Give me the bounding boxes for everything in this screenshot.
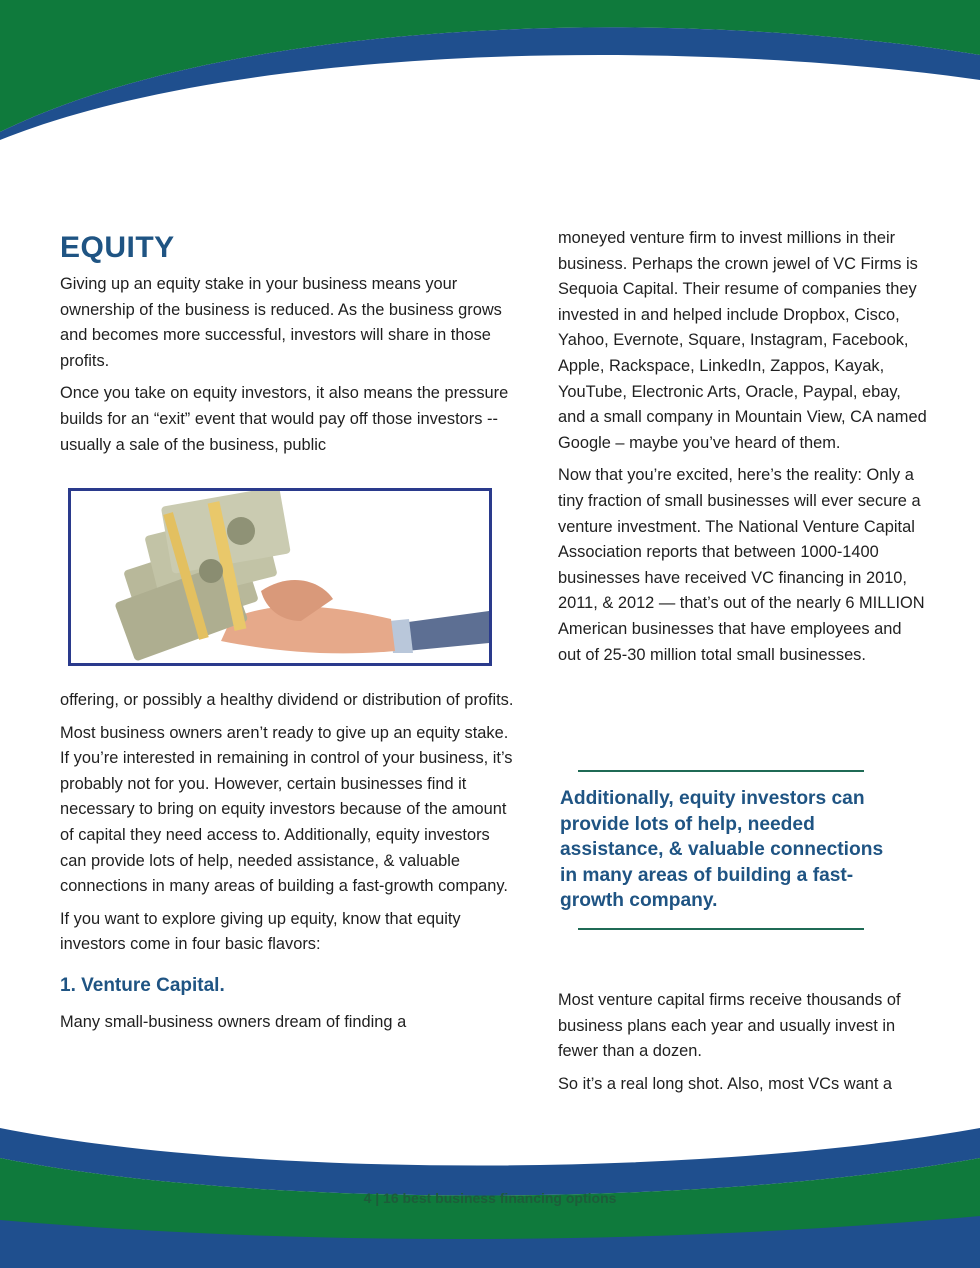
pull-quote-text: Additionally, equity investors can provide lots of help, needed assistance, & valuable connections in many areas of building a fast-growth company. <box>560 788 884 912</box>
paragraph: Once you take on equity investors, it also means the pressure builds for an “exit” event that would pay off those investors -- usually a sale of the business, public <box>60 384 509 454</box>
paragraph: If you want to explore giving up equity, know that equity investors come in four basic flavors: <box>60 909 461 954</box>
paragraph: Most venture capital firms receive thousands of business plans each year and usually invest in fewer than a dozen. <box>558 991 901 1061</box>
paragraph: Most business owners aren’t ready to give up an equity stake. If you’re interested in remaining in control of your business, it’s probably not for you. However, certain businesses find it necessary to bring on equity investors because of the amount of capital they need access to. Additionally, equity investors can provide lots of help, needed assistance, & valuable connections in many areas of building a fast-growth company. <box>60 723 513 896</box>
paragraph: Giving up an equity stake in your business means your ownership of the business is reduced. As the business grows and becomes more successful, investors will share in those profits. <box>60 275 502 370</box>
page-footer: 4 | 16 best business financing options <box>363 1190 617 1206</box>
subheading-venture-capital: 1. Venture Capital. <box>60 974 225 996</box>
divider <box>578 928 864 930</box>
right-column-lower <box>558 988 928 1104</box>
paragraph: moneyed venture firm to invest millions in their business. Perhaps the crown jewel of VC Firms is Sequoia Capital. Their resume of companies they invested in and helped include Dropbox, Cisco, Yahoo, Evernote, Square, Instagram, Facebook, Apple, Rackspace, LinkedIn, Zappos, Kayak, YouTube, Electronic Arts, Oracle, Paypal, ebay, and a small company in Mountain View, CA named Google – maybe you’ve heard of them. <box>558 229 927 452</box>
money-hand-photo <box>68 488 492 666</box>
pull-quote <box>560 770 884 930</box>
header-wave-decoration <box>0 0 980 140</box>
left-column <box>60 272 518 465</box>
paragraph: So it’s a real long shot. Also, most VCs want a <box>558 1074 893 1093</box>
left-column-lower <box>60 688 518 1036</box>
page-title: EQUITY <box>60 231 175 264</box>
divider <box>578 770 864 772</box>
paragraph: offering, or possibly a healthy dividend or distribution of profits. <box>60 691 514 709</box>
paragraph: Now that you’re excited, here’s the reality: Only a tiny fraction of small businesses will ever secure a venture investment. The National Venture Capital Association reports that between 1000-1400 businesses have received VC financing in 2010, 2011, & 2012 — that’s out of the nearly 6 MILLION American businesses that have employees and out of 25-30 million total small businesses. <box>558 466 925 664</box>
paragraph: Many small-business owners dream of finding a <box>60 1012 407 1031</box>
